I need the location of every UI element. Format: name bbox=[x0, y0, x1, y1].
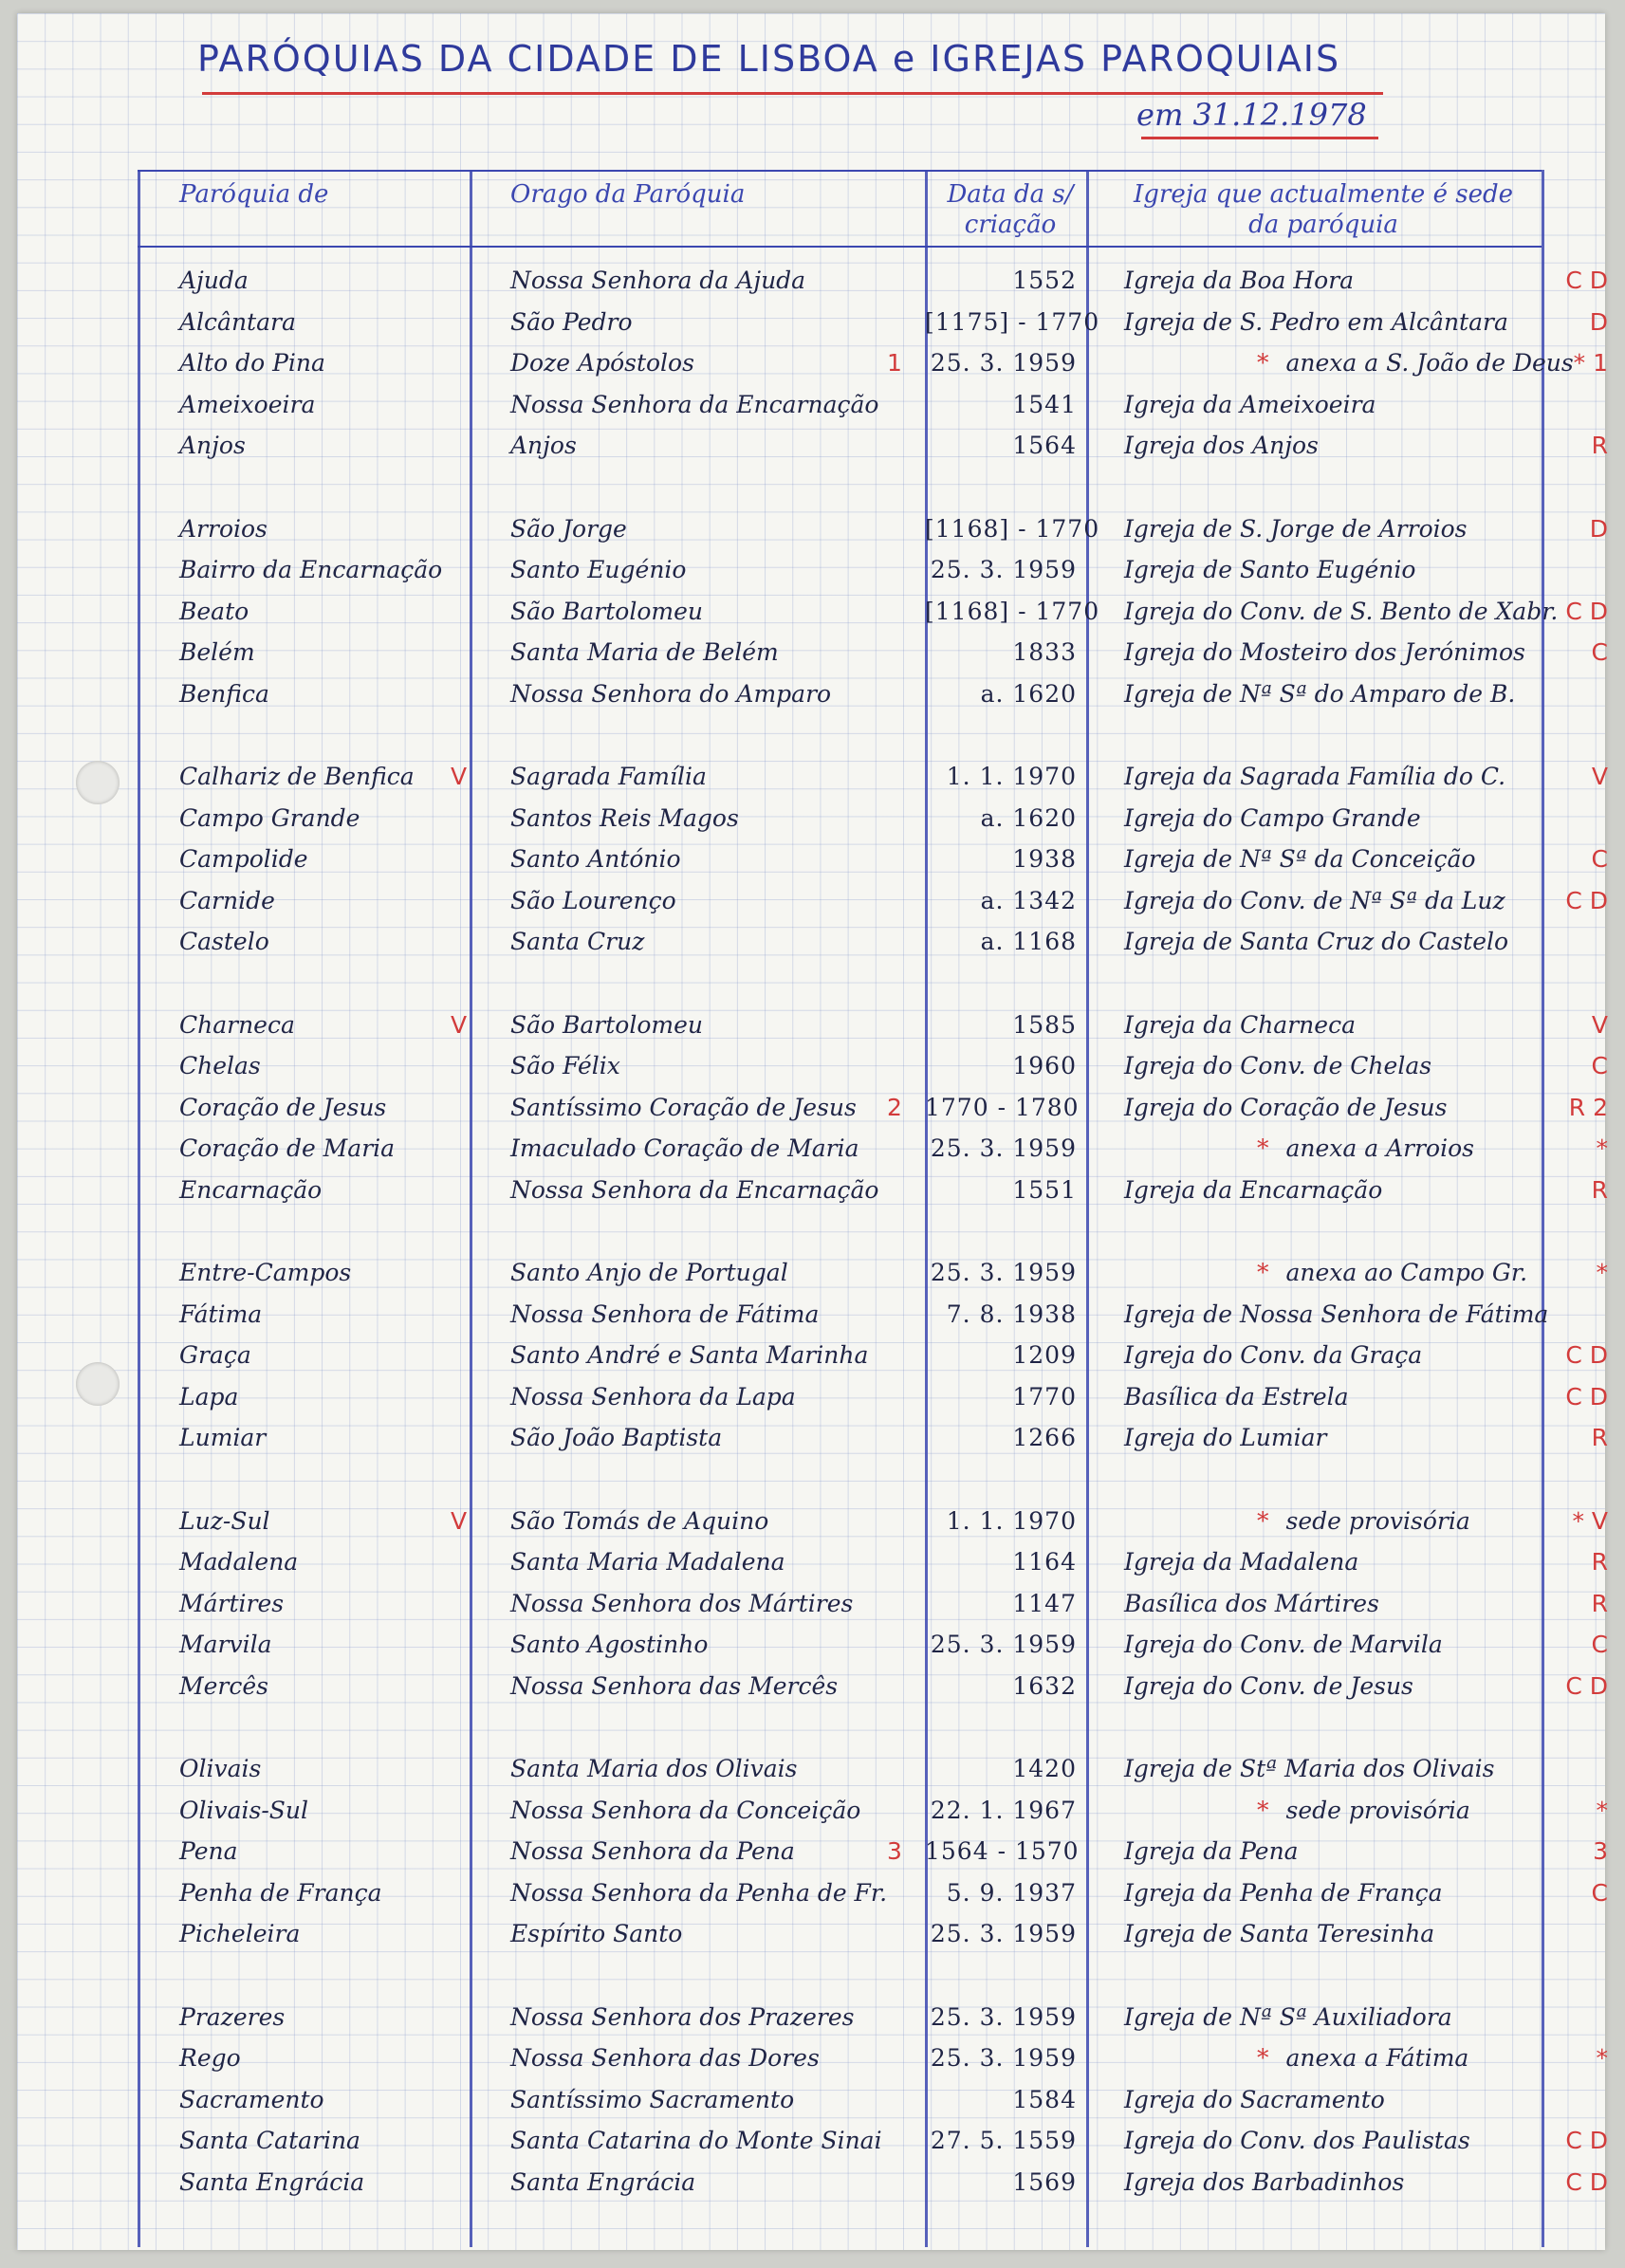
cell-data: 25. 3. 1959 bbox=[930, 2044, 1077, 2072]
table-row bbox=[138, 1546, 1616, 1578]
table-row bbox=[138, 1299, 1616, 1331]
cell-igreja: Igreja do Coração de Jesus bbox=[1124, 1093, 1448, 1121]
cell-data: a. 1168 bbox=[980, 928, 1077, 955]
cell-data: 25. 3. 1959 bbox=[930, 1631, 1077, 1658]
classification-marks: R bbox=[1591, 1589, 1608, 1617]
date-underline bbox=[1141, 137, 1378, 139]
cell-paroquia: Calhariz de Benfica bbox=[179, 763, 415, 790]
cell-igreja: Igreja da Encarnação bbox=[1124, 1175, 1383, 1204]
cell-anexo bbox=[1257, 2042, 1468, 2074]
cell-orago: Nossa Senhora dos Mártires bbox=[510, 1589, 854, 1617]
cell-igreja: Igreja de S. Pedro em Alcântara bbox=[1124, 307, 1508, 336]
classification-marks: * bbox=[1596, 2044, 1608, 2072]
cell-data: 1632 bbox=[1012, 1671, 1077, 1700]
cell-igreja: Igreja do Conv. de Jesus bbox=[1124, 1671, 1413, 1700]
cell-paroquia: Prazeres bbox=[179, 2002, 286, 2031]
cell-data: [1175] - 1770 bbox=[925, 307, 1100, 336]
classification-marks: D bbox=[1589, 514, 1608, 543]
classification-marks: C bbox=[1591, 1052, 1608, 1079]
cell-igreja: Igreja da Charneca bbox=[1124, 1010, 1356, 1039]
cell-orago: São Bartolomeu bbox=[510, 597, 704, 625]
header-data: Data da s/ criação bbox=[947, 180, 1074, 239]
classification-marks: R bbox=[1591, 1175, 1608, 1204]
cell-paroquia: Arroios bbox=[179, 514, 268, 543]
cell-orago: Santa Catarina do Monte Sinai bbox=[510, 2127, 882, 2154]
table-row bbox=[138, 636, 1616, 669]
classification-marks: C D bbox=[1565, 2167, 1608, 2196]
vicariate-mark: V bbox=[451, 763, 468, 790]
cell-paroquia: Santa Engrácia bbox=[179, 2167, 365, 2196]
table-row bbox=[138, 2125, 1616, 2157]
cell-data: [1168] - 1770 bbox=[925, 597, 1100, 625]
cell-data: 25. 3. 1959 bbox=[930, 1134, 1077, 1162]
cell-data: 1420 bbox=[1012, 1755, 1077, 1782]
footnote-mark: 1 bbox=[887, 349, 902, 377]
cell-data: 25. 3. 1959 bbox=[930, 2002, 1077, 2031]
cell-orago: Nossa Senhora de Fátima bbox=[510, 1300, 820, 1328]
cell-paroquia: Belém bbox=[179, 638, 255, 666]
table-row bbox=[138, 430, 1616, 462]
classification-marks: * bbox=[1596, 1259, 1608, 1286]
table-row bbox=[138, 1339, 1616, 1372]
cell-anexo bbox=[1257, 1257, 1527, 1289]
cell-data: 1569 bbox=[1012, 2167, 1077, 2196]
cell-paroquia: Encarnação bbox=[179, 1175, 323, 1204]
cell-paroquia: Coração de Maria bbox=[179, 1134, 396, 1162]
cell-paroquia: Lumiar bbox=[179, 1424, 267, 1451]
table-row bbox=[138, 885, 1616, 917]
classification-marks: D bbox=[1589, 307, 1608, 336]
cell-igreja: Igreja de Nossa Senhora de Fátima bbox=[1124, 1300, 1549, 1328]
asterisk-icon: * bbox=[1257, 1259, 1269, 1286]
classification-marks: C bbox=[1591, 638, 1608, 666]
cell-igreja: Igreja do Lumiar bbox=[1124, 1424, 1327, 1451]
cell-data: 1266 bbox=[1012, 1424, 1077, 1451]
classification-marks: C D bbox=[1565, 597, 1608, 625]
cell-data: 25. 3. 1959 bbox=[930, 1259, 1077, 1286]
cell-data: 7. 8. 1938 bbox=[946, 1300, 1077, 1328]
cell-paroquia: Carnide bbox=[179, 886, 275, 914]
classification-marks: C D bbox=[1565, 267, 1608, 294]
header-orago: Orago da Paróquia bbox=[510, 180, 746, 209]
cell-paroquia: Anjos bbox=[179, 432, 246, 459]
cell-data: [1168] - 1770 bbox=[925, 514, 1100, 543]
cell-igreja: Igreja de Nª Sª do Amparo de B. bbox=[1124, 679, 1516, 708]
cell-orago: Nossa Senhora dos Prazeres bbox=[510, 2002, 855, 2031]
cell-data: 1564 bbox=[1012, 432, 1077, 459]
cell-igreja: Igreja de Nª Sª da Conceição bbox=[1124, 845, 1476, 873]
cell-paroquia: Picheleira bbox=[179, 1920, 301, 1947]
document-title: PARÓQUIAS DA CIDADE DE LISBOA e IGREJAS PAROQUIAIS bbox=[197, 38, 1341, 80]
cell-orago: Santos Reis Magos bbox=[510, 803, 739, 832]
anexo-text: anexa a Fátima bbox=[1285, 2044, 1469, 2072]
table-row bbox=[138, 2001, 1616, 2034]
footnote-mark: 2 bbox=[887, 1093, 902, 1121]
cell-paroquia: Mártires bbox=[179, 1589, 285, 1617]
cell-igreja: Igreja da Penha de França bbox=[1124, 1878, 1443, 1907]
cell-data: a. 1342 bbox=[980, 886, 1077, 914]
cell-paroquia: Bairro da Encarnação bbox=[179, 556, 443, 583]
asterisk-icon: * bbox=[1257, 1796, 1269, 1824]
cell-paroquia: Penha de França bbox=[179, 1878, 382, 1907]
table-row bbox=[138, 1505, 1616, 1538]
cell-orago: Imaculado Coração de Maria bbox=[510, 1134, 859, 1162]
cell-data: 25. 3. 1959 bbox=[930, 1920, 1077, 1947]
cell-orago: Nossa Senhora da Conceição bbox=[510, 1796, 861, 1824]
cell-orago: São Bartolomeu bbox=[510, 1010, 704, 1039]
table-row bbox=[138, 1257, 1616, 1289]
vicariate-mark: V bbox=[451, 1010, 468, 1039]
table-header-rule bbox=[138, 246, 1542, 248]
table-row bbox=[138, 2167, 1616, 2199]
classification-marks: * bbox=[1596, 1134, 1608, 1162]
cell-data: a. 1620 bbox=[980, 803, 1077, 832]
cell-orago: Santa Maria dos Olivais bbox=[510, 1755, 798, 1782]
anexo-text: anexa a S. João de Deus bbox=[1285, 349, 1574, 377]
cell-orago: Nossa Senhora da Lapa bbox=[510, 1382, 796, 1411]
classification-marks: V bbox=[1591, 1010, 1608, 1039]
cell-igreja: Igreja do Conv. de Marvila bbox=[1124, 1631, 1443, 1658]
title-underline bbox=[202, 92, 1383, 95]
cell-paroquia: Marvila bbox=[179, 1631, 272, 1658]
cell-data: 1209 bbox=[1012, 1341, 1077, 1369]
cell-orago: Espírito Santo bbox=[510, 1920, 683, 1947]
table-row bbox=[138, 1009, 1616, 1042]
cell-paroquia: Sacramento bbox=[179, 2085, 324, 2113]
cell-igreja: Igreja de Santo Eugénio bbox=[1124, 556, 1416, 583]
cell-paroquia: Pena bbox=[179, 1837, 238, 1865]
cell-orago: Nossa Senhora da Encarnação bbox=[510, 1175, 879, 1204]
cell-orago: São Lourenço bbox=[510, 886, 676, 914]
cell-anexo bbox=[1257, 1505, 1470, 1538]
cell-paroquia: Castelo bbox=[179, 928, 269, 955]
cell-orago: Anjos bbox=[510, 432, 577, 459]
cell-data: 5. 9. 1937 bbox=[946, 1878, 1077, 1907]
cell-orago: Santo Agostinho bbox=[510, 1631, 709, 1658]
table-row bbox=[138, 1918, 1616, 1950]
cell-igreja: Igreja de Santa Cruz do Castelo bbox=[1124, 928, 1509, 955]
cell-data: 25. 3. 1959 bbox=[930, 349, 1077, 377]
cell-igreja: Igreja da Ameixoeira bbox=[1124, 390, 1376, 418]
classification-marks: R bbox=[1591, 1548, 1608, 1576]
classification-marks: R bbox=[1591, 432, 1608, 459]
table-row bbox=[138, 1174, 1616, 1207]
cell-orago: Nossa Senhora da Penha de Fr. bbox=[510, 1878, 888, 1907]
cell-igreja: Igreja do Campo Grande bbox=[1124, 803, 1421, 832]
cell-igreja: Igreja do Conv. dos Paulistas bbox=[1124, 2127, 1470, 2154]
classification-marks: V bbox=[1591, 763, 1608, 790]
table-row bbox=[138, 554, 1616, 586]
cell-igreja: Igreja do Conv. de S. Bento de Xabr. bbox=[1124, 597, 1559, 625]
cell-orago: Santa Maria Madalena bbox=[510, 1548, 785, 1576]
table-row bbox=[138, 1670, 1616, 1703]
cell-orago: São Jorge bbox=[510, 514, 627, 543]
punch-hole bbox=[76, 1362, 120, 1406]
cell-anexo bbox=[1257, 1133, 1474, 1165]
cell-igreja: Igreja da Sagrada Família do C. bbox=[1124, 763, 1506, 790]
table-row bbox=[138, 1629, 1616, 1661]
cell-igreja: Igreja da Pena bbox=[1124, 1837, 1299, 1865]
classification-marks: C bbox=[1591, 1878, 1608, 1907]
cell-igreja: Igreja dos Anjos bbox=[1124, 432, 1319, 459]
cell-paroquia: Olivais bbox=[179, 1755, 262, 1782]
cell-orago: Santa Engrácia bbox=[510, 2167, 696, 2196]
table-row bbox=[138, 1835, 1616, 1868]
table-row bbox=[138, 678, 1616, 710]
cell-igreja: Igreja da Madalena bbox=[1124, 1548, 1359, 1576]
cell-paroquia: Coração de Jesus bbox=[179, 1093, 387, 1121]
cell-igreja: Igreja de Santa Teresinha bbox=[1124, 1920, 1435, 1947]
table-row bbox=[138, 1092, 1616, 1124]
cell-orago: Nossa Senhora da Ajuda bbox=[510, 267, 806, 294]
anexo-text: sede provisória bbox=[1285, 1796, 1470, 1824]
table-row bbox=[138, 596, 1616, 628]
cell-paroquia: Ajuda bbox=[179, 267, 249, 294]
cell-paroquia: Rego bbox=[179, 2044, 241, 2072]
cell-orago: Santíssimo Coração de Jesus bbox=[510, 1093, 857, 1121]
cell-anexo bbox=[1257, 347, 1574, 379]
cell-igreja: Igreja da Boa Hora bbox=[1124, 267, 1355, 294]
document-date: em 31.12.1978 bbox=[1136, 97, 1367, 133]
table-row bbox=[138, 1588, 1616, 1620]
cell-orago: Doze Apóstolos bbox=[510, 349, 694, 377]
cell-paroquia: Mercês bbox=[179, 1671, 268, 1700]
cell-orago: Santíssimo Sacramento bbox=[510, 2085, 795, 2113]
cell-paroquia: Fátima bbox=[179, 1300, 263, 1328]
cell-data: 1564 - 1570 bbox=[925, 1837, 1080, 1865]
table-row bbox=[138, 389, 1616, 421]
classification-marks: R bbox=[1591, 1424, 1608, 1451]
cell-orago: Nossa Senhora da Pena bbox=[510, 1837, 795, 1865]
table-row bbox=[138, 1422, 1616, 1454]
cell-orago: São Pedro bbox=[510, 307, 633, 336]
table-row bbox=[138, 1877, 1616, 1909]
cell-paroquia: Beato bbox=[179, 597, 249, 625]
classification-marks: C D bbox=[1565, 1341, 1608, 1369]
cell-data: 1551 bbox=[1012, 1175, 1077, 1204]
cell-data: 1541 bbox=[1012, 390, 1077, 418]
document-sheet bbox=[17, 13, 1608, 2250]
cell-orago: Santo Anjo de Portugal bbox=[510, 1259, 788, 1286]
classification-marks: R 2 bbox=[1568, 1093, 1608, 1121]
table-row bbox=[138, 802, 1616, 835]
classification-marks: C D bbox=[1565, 2127, 1608, 2154]
table-row bbox=[138, 1133, 1616, 1165]
classification-marks: 3 bbox=[1593, 1837, 1608, 1865]
vicariate-mark: V bbox=[451, 1506, 468, 1535]
cell-paroquia: Benfica bbox=[179, 679, 269, 708]
cell-paroquia: Olivais-Sul bbox=[179, 1796, 309, 1824]
cell-paroquia: Santa Catarina bbox=[179, 2127, 360, 2154]
cell-data: 1147 bbox=[1012, 1589, 1077, 1617]
table-row bbox=[138, 1753, 1616, 1785]
table-row bbox=[138, 1795, 1616, 1827]
anexo-text: anexa ao Campo Gr. bbox=[1285, 1259, 1528, 1286]
table-row bbox=[138, 306, 1616, 339]
cell-data: 1. 1. 1970 bbox=[946, 763, 1077, 790]
cell-data: a. 1620 bbox=[980, 679, 1077, 708]
cell-igreja: Igreja do Conv. da Graça bbox=[1124, 1341, 1423, 1369]
table-row bbox=[138, 2084, 1616, 2116]
header-igreja: Igreja que actualmente é sede da paróquia bbox=[1134, 180, 1513, 239]
cell-paroquia: Luz-Sul bbox=[179, 1506, 270, 1535]
cell-orago: Santo Eugénio bbox=[510, 556, 687, 583]
classification-marks: C bbox=[1591, 1631, 1608, 1658]
cell-paroquia: Ameixoeira bbox=[179, 390, 316, 418]
cell-paroquia: Campolide bbox=[179, 845, 308, 873]
classification-marks: * V bbox=[1572, 1506, 1608, 1535]
cell-paroquia: Alto do Pina bbox=[179, 349, 325, 377]
cell-orago: Santa Maria de Belém bbox=[510, 638, 779, 666]
asterisk-icon: * bbox=[1257, 1134, 1269, 1162]
cell-data: 1584 bbox=[1012, 2085, 1077, 2113]
cell-paroquia: Graça bbox=[179, 1341, 251, 1369]
cell-data: 25. 3. 1959 bbox=[930, 556, 1077, 583]
cell-igreja: Igreja dos Barbadinhos bbox=[1124, 2167, 1405, 2196]
classification-marks: * 1 bbox=[1573, 349, 1608, 377]
cell-orago: São Tomás de Aquino bbox=[510, 1506, 769, 1535]
cell-orago: Nossa Senhora do Amparo bbox=[510, 679, 832, 708]
classification-marks: * bbox=[1596, 1796, 1608, 1824]
table-row bbox=[138, 2042, 1616, 2074]
cell-orago: Nossa Senhora da Encarnação bbox=[510, 390, 879, 418]
cell-igreja: Basílica dos Mártires bbox=[1124, 1589, 1379, 1617]
cell-orago: São João Baptista bbox=[510, 1424, 723, 1451]
header-paroquia: Paróquia de bbox=[179, 180, 329, 209]
cell-igreja: Basílica da Estrela bbox=[1124, 1382, 1349, 1411]
cell-data: 1833 bbox=[1012, 638, 1077, 666]
anexo-text: anexa a Arroios bbox=[1285, 1134, 1474, 1162]
cell-paroquia: Chelas bbox=[179, 1052, 261, 1079]
cell-paroquia: Alcântara bbox=[179, 307, 296, 336]
table-row bbox=[138, 843, 1616, 876]
cell-paroquia: Lapa bbox=[179, 1382, 239, 1411]
table-row bbox=[138, 513, 1616, 545]
cell-igreja: Igreja do Conv. de Chelas bbox=[1124, 1052, 1432, 1079]
table-row bbox=[138, 1050, 1616, 1082]
cell-igreja: Igreja de S. Jorge de Arroios bbox=[1124, 514, 1468, 543]
cell-orago: Santa Cruz bbox=[510, 928, 645, 955]
cell-data: 22. 1. 1967 bbox=[930, 1796, 1077, 1824]
cell-data: 27. 5. 1559 bbox=[930, 2127, 1077, 2154]
cell-paroquia: Campo Grande bbox=[179, 803, 360, 832]
cell-orago: São Félix bbox=[510, 1052, 620, 1079]
classification-marks: C D bbox=[1565, 886, 1608, 914]
cell-paroquia: Entre-Campos bbox=[179, 1259, 352, 1286]
asterisk-icon: * bbox=[1257, 2044, 1269, 2072]
asterisk-icon: * bbox=[1257, 349, 1269, 377]
cell-paroquia: Madalena bbox=[179, 1548, 299, 1576]
table-row bbox=[138, 347, 1616, 379]
punch-hole bbox=[76, 761, 120, 804]
anexo-text: sede provisória bbox=[1285, 1506, 1470, 1535]
classification-marks: C D bbox=[1565, 1671, 1608, 1700]
parish-table bbox=[138, 170, 1616, 2247]
cell-igreja: Igreja de Nª Sª Auxiliadora bbox=[1124, 2002, 1452, 2031]
table-row bbox=[138, 265, 1616, 297]
cell-orago: Santo António bbox=[510, 845, 681, 873]
asterisk-icon: * bbox=[1257, 1506, 1269, 1535]
cell-igreja: Igreja do Mosteiro dos Jerónimos bbox=[1124, 638, 1525, 666]
cell-orago: Sagrada Família bbox=[510, 763, 707, 790]
cell-data: 1. 1. 1970 bbox=[946, 1506, 1077, 1535]
cell-data: 1552 bbox=[1012, 267, 1077, 294]
cell-igreja: Igreja do Conv. de Nª Sª da Luz bbox=[1124, 886, 1505, 914]
cell-igreja: Igreja do Sacramento bbox=[1124, 2085, 1385, 2113]
cell-data: 1770 bbox=[1012, 1382, 1077, 1411]
classification-marks: C bbox=[1591, 845, 1608, 873]
cell-data: 1770 - 1780 bbox=[925, 1093, 1080, 1121]
table-row bbox=[138, 926, 1616, 958]
footnote-mark: 3 bbox=[887, 1837, 902, 1865]
cell-paroquia: Charneca bbox=[179, 1010, 295, 1039]
table-row bbox=[138, 761, 1616, 793]
cell-igreja: Igreja de Stª Maria dos Olivais bbox=[1124, 1755, 1495, 1782]
cell-data: 1938 bbox=[1012, 845, 1077, 873]
cell-orago: Santo André e Santa Marinha bbox=[510, 1341, 869, 1369]
table-top-rule bbox=[138, 170, 1542, 172]
cell-data: 1164 bbox=[1012, 1548, 1077, 1576]
cell-data: 1585 bbox=[1012, 1010, 1077, 1039]
table-row bbox=[138, 1381, 1616, 1413]
cell-orago: Nossa Senhora das Mercês bbox=[510, 1671, 839, 1700]
cell-data: 1960 bbox=[1012, 1052, 1077, 1079]
cell-orago: Nossa Senhora das Dores bbox=[510, 2044, 820, 2072]
cell-anexo bbox=[1257, 1795, 1470, 1827]
classification-marks: C D bbox=[1565, 1382, 1608, 1411]
